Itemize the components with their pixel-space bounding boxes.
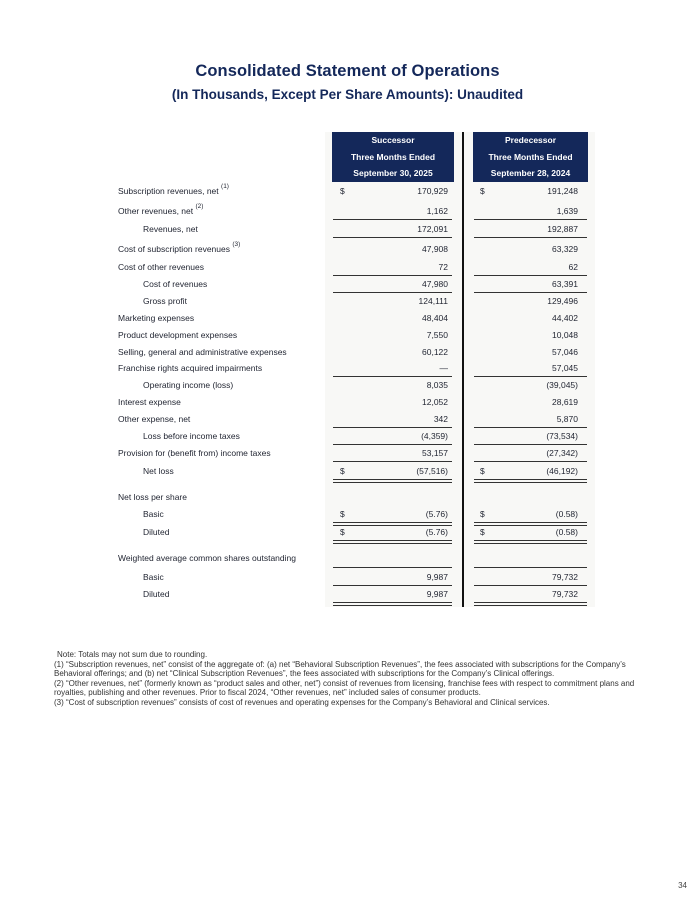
successor-underline: [333, 275, 452, 276]
row-label: [143, 429, 240, 443]
predecessor-underline: [474, 522, 587, 526]
row-label: [143, 294, 187, 308]
row-label: [118, 328, 237, 342]
page-number: 34: [678, 881, 687, 890]
predecessor-underline: [474, 275, 587, 276]
row-label-text: Product development expenses: [118, 330, 238, 340]
predecessor-value: 63,391: [552, 279, 578, 289]
predecessor-value: 10,048: [552, 330, 578, 340]
row-label-text: Operating income (loss): [143, 380, 234, 390]
row-label: [118, 412, 190, 426]
predecessor-value: 79,732: [552, 572, 578, 582]
table-row: [0, 525, 695, 539]
row-label-text: Diluted: [143, 527, 170, 537]
table-row: [0, 328, 695, 342]
predecessor-underline: [474, 376, 587, 377]
row-label: [118, 490, 187, 504]
successor-underline: [333, 461, 452, 462]
table-row: [0, 446, 695, 460]
row-label: [118, 551, 296, 565]
table-row: [0, 222, 695, 236]
row-label-text: Other revenues, net: [118, 206, 194, 216]
successor-underline: [333, 602, 452, 606]
row-label-text: Diluted: [143, 589, 170, 599]
predecessor-value: (0.58): [555, 509, 578, 519]
predecessor-underline: [474, 602, 587, 606]
row-label-text: Interest expense: [118, 397, 181, 407]
successor-underline: [333, 479, 452, 483]
row-label-text: Loss before income taxes: [143, 431, 240, 441]
successor-value: 9,987: [426, 589, 448, 599]
predecessor-column-header: [473, 132, 588, 182]
successor-header-line: Successor: [371, 135, 415, 145]
successor-dollar-sign: $: [340, 527, 345, 537]
row-label: [118, 242, 240, 256]
row-label-text: Selling, general and administrative expenses: [118, 347, 287, 357]
predecessor-value: 79,732: [552, 589, 578, 599]
row-label-text: Provision for (benefit from) income taxes: [118, 448, 271, 458]
row-label: [143, 464, 174, 478]
table-row: [0, 184, 695, 198]
table-row: [0, 277, 695, 291]
row-label-text: Revenues, net: [143, 224, 198, 234]
successor-underline: [333, 427, 452, 428]
row-label-text: Cost of revenues: [143, 279, 208, 289]
table-row: [0, 570, 695, 584]
predecessor-underline: [474, 479, 587, 483]
table-row: [0, 429, 695, 443]
row-label-text: Marketing expenses: [118, 313, 195, 323]
predecessor-value: (39,045): [546, 380, 578, 390]
row-label: [143, 277, 207, 291]
table-row: [0, 587, 695, 601]
footnote-marker: (2): [195, 203, 204, 211]
table-row: [0, 395, 695, 409]
successor-underline: [333, 540, 452, 544]
page-subtitle: (In Thousands, Except Per Share Amounts): Unaudited: [171, 87, 524, 102]
successor-header-line: September 30, 2025: [353, 168, 433, 178]
successor-underline: [333, 292, 452, 293]
successor-value: 47,908: [422, 244, 448, 254]
predecessor-value: 1,639: [556, 206, 578, 216]
successor-header-line: Three Months Ended: [350, 151, 436, 162]
row-label: [118, 345, 287, 359]
successor-value: 9,987: [426, 572, 448, 582]
successor-value: 8,035: [426, 380, 448, 390]
successor-value: 124,111: [418, 296, 448, 306]
successor-value: (5.76): [425, 509, 448, 519]
successor-underline: [333, 567, 452, 568]
predecessor-value: 63,329: [552, 244, 578, 254]
predecessor-underline: [474, 237, 587, 238]
row-label: [118, 260, 204, 274]
predecessor-underline: [474, 540, 587, 544]
successor-value: 72: [438, 262, 448, 272]
row-label: [143, 570, 164, 584]
predecessor-value: (0.58): [555, 527, 578, 537]
predecessor-value: 192,887: [547, 224, 578, 234]
table-row: [0, 551, 695, 565]
row-label-text: Net loss per share: [118, 492, 187, 502]
successor-column-header: [332, 132, 454, 182]
predecessor-value: (27,342): [546, 448, 578, 458]
successor-value: 172,091: [417, 224, 448, 234]
predecessor-value: 129,496: [547, 296, 578, 306]
predecessor-underline: [474, 292, 587, 293]
predecessor-dollar-sign: $: [480, 466, 485, 476]
row-label-text: Cost of subscription revenues: [118, 244, 230, 254]
successor-value: 60,122: [422, 347, 448, 357]
row-label: [118, 311, 194, 325]
row-label: [143, 507, 164, 521]
row-label-text: Net loss: [143, 466, 174, 476]
row-label: [118, 395, 181, 409]
table-row: [0, 412, 695, 426]
footnote-marker: (1): [221, 183, 229, 191]
successor-value: 1,162: [426, 206, 448, 216]
successor-dollar-sign: $: [340, 509, 345, 519]
successor-value: (5.76): [425, 527, 448, 537]
successor-underline: [333, 237, 452, 238]
table-row: [0, 507, 695, 521]
successor-dollar-sign: $: [340, 186, 345, 196]
predecessor-header-line: September 28, 2024: [490, 168, 571, 178]
predecessor-value: 57,046: [552, 347, 578, 357]
table-row: [0, 242, 695, 256]
footnote-2: (2) “Other revenues, net” (formerly known as “product sales and other, net”) consist of revenues from licensing, franchise fees with respect to commitment plans and royalties, publishing and other revenues. Prior to fiscal 2024, “Other revenues, net” included sales of consumer products.: [54, 678, 635, 697]
successor-underline: [333, 219, 452, 220]
footnote-marker: (3): [232, 241, 241, 249]
successor-value: (4,359): [421, 431, 448, 441]
predecessor-underline: [474, 219, 587, 220]
predecessor-value: 28,619: [552, 397, 578, 407]
row-label: [118, 446, 271, 460]
successor-underline: [333, 522, 452, 526]
footnote-3: (3) “Cost of subscription revenues” consists of cost of revenues and operating expenses for the Company’s Behavioral and Clinical services.: [54, 697, 550, 707]
row-label-text: Other expense, net: [118, 414, 191, 424]
predecessor-underline: [474, 567, 587, 568]
successor-underline: [333, 585, 452, 586]
predecessor-value: 62: [568, 262, 578, 272]
predecessor-underline: [474, 585, 587, 586]
successor-value: 48,404: [422, 313, 448, 323]
row-label: [143, 525, 169, 539]
row-label: [118, 204, 203, 218]
table-row: [0, 294, 695, 308]
table-row: [0, 361, 695, 375]
row-label: [118, 184, 229, 198]
predecessor-underline: [474, 444, 587, 445]
row-label-text: Cost of other revenues: [118, 262, 204, 272]
footnote-1: (1) “Subscription revenues, net” consist of the aggregate of: (a) net “Behavioral Subscription Revenues”, the fees associated with subscriptions for the Company’s Behavioral offerings; and (b) net “Clinical Subscription Revenues”, the fees associated with subscriptions for the Company’s Clinical offerings.: [54, 659, 626, 678]
predecessor-dollar-sign: $: [480, 527, 485, 537]
predecessor-underline: [474, 461, 587, 462]
successor-value: 12,052: [422, 397, 448, 407]
table-row: [0, 464, 695, 478]
footnotes: [54, 650, 654, 707]
successor-value: (57,516): [416, 466, 448, 476]
row-label-text: Franchise rights acquired impairments: [118, 363, 263, 373]
successor-value: 53,157: [422, 448, 448, 458]
row-label-text: Gross profit: [143, 296, 187, 306]
successor-dollar-sign: $: [340, 466, 345, 476]
successor-value: 342: [433, 414, 448, 424]
predecessor-dollar-sign: $: [480, 186, 485, 196]
predecessor-value: (73,534): [546, 431, 578, 441]
table-row: [0, 378, 695, 392]
row-label-text: Subscription revenues, net: [118, 186, 219, 196]
table-row: [0, 345, 695, 359]
row-label: [118, 361, 262, 375]
row-label: [143, 378, 233, 392]
page-title: Consolidated Statement of Operations: [195, 62, 500, 80]
row-label-text: Basic: [143, 509, 164, 519]
successor-value: 7,550: [426, 330, 448, 340]
predecessor-header-line: Three Months Ended: [488, 151, 573, 162]
footnote-rounding: Note: Totals may not sum due to rounding.: [57, 650, 208, 659]
predecessor-value: 5,870: [556, 414, 578, 424]
predecessor-value: 191,248: [547, 186, 578, 196]
row-label: [143, 587, 169, 601]
successor-value: 170,929: [417, 186, 448, 196]
successor-underline: [333, 444, 452, 445]
successor-value: 47,980: [422, 279, 448, 289]
predecessor-value: (46,192): [546, 466, 578, 476]
table-row: [0, 204, 695, 218]
table-row: [0, 311, 695, 325]
row-label-text: Basic: [143, 572, 164, 582]
predecessor-header-line: Predecessor: [504, 135, 557, 145]
table-row: [0, 490, 695, 504]
successor-underline: [333, 376, 452, 377]
predecessor-value: 44,402: [552, 313, 578, 323]
predecessor-underline: [474, 427, 587, 428]
table-row: [0, 260, 695, 274]
successor-value: —: [439, 363, 448, 373]
row-label-text: Weighted average common shares outstanding: [118, 553, 296, 563]
predecessor-value: 57,045: [552, 363, 578, 373]
row-label: [143, 222, 198, 236]
predecessor-dollar-sign: $: [480, 509, 485, 519]
